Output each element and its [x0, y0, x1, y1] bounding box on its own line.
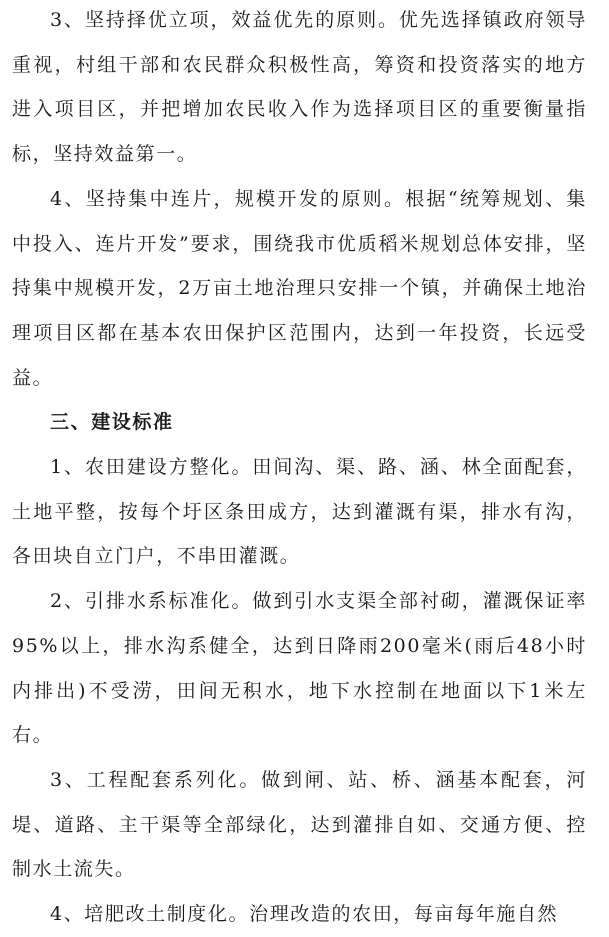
section-heading-construction-standards: 三、建设标准 — [50, 411, 174, 434]
paragraph-principle-4: 4、坚持集中连片，规模开发的原则。根据“统筹规划、集中投入、连片开发”要求，围绕我市优质稻米规划总体安排，坚持集中规模开发，2万亩土地治理只安排一个镇，并确保土地治理项目区都在基本农田保护区范围内，达到一年投资，长远受益。 — [12, 187, 587, 389]
paragraph-standard-3: 3、工程配套系列化。做到闸、站、桥、涵基本配套，河堤、道路、主干渠等全部绿化，达到灌排自如、交通方便、控制水土流失。 — [12, 768, 587, 881]
paragraph-standard-1: 1、农田建设方整化。田间沟、渠、路、涵、林全面配套，土地平整，按每个圩区条田成方，达到灌溉有渠，排水有沟，各田块自立门户，不串田灌溉。 — [12, 456, 587, 568]
paragraph-standard-4: 4、培肥改土制度化。治理改造的农田，每亩每年施自然 — [50, 903, 559, 926]
paragraph-principle-3: 3、坚持择优立项，效益优先的原则。优先选择镇政府领导重视，村组干部和农民群众积极性高，筹资和投资落实的地方进入项目区，并把增加农民收入作为选择项目区的重要衡量指标，坚持效益第一。 — [12, 9, 587, 166]
paragraph-standard-2: 2、引排水系标准化。做到引水支渠全部衬砌，灌溉保证率95%以上，排水沟系健全，达到日降雨200毫米(雨后48小时内排出)不受涝，田间无积水，地下水控制在地面以下1米左右。 — [12, 590, 587, 747]
